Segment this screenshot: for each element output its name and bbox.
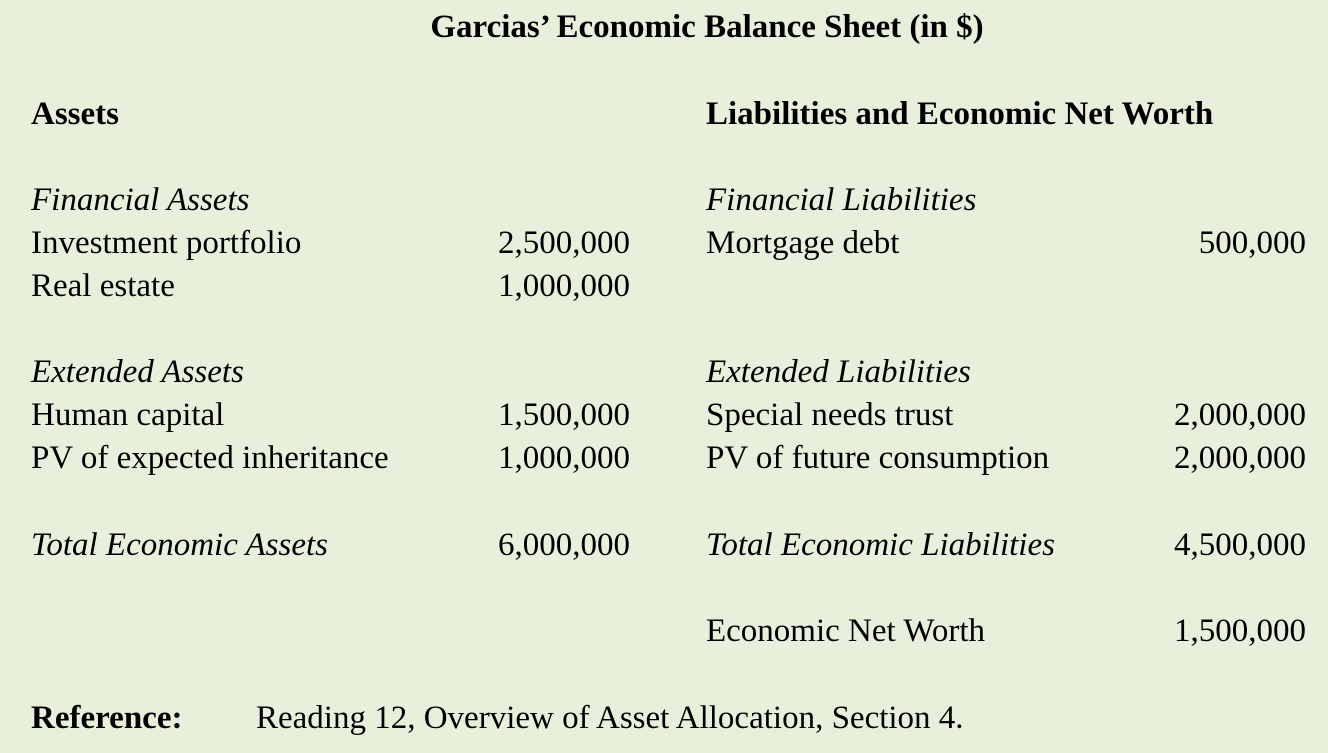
page-title: Garcias’ Economic Balance Sheet (in $) [430, 9, 984, 45]
asset-item-value: 2,500,000 [498, 225, 630, 261]
asset-item-value: 1,000,000 [498, 268, 630, 304]
asset-item-label: Investment portfolio [31, 225, 302, 261]
liability-item-label: PV of future consumption [706, 440, 1050, 476]
total-assets-value: 6,000,000 [498, 527, 630, 563]
assets-heading: Assets [31, 96, 119, 132]
net-worth-value: 1,500,000 [1174, 613, 1306, 649]
liability-item-value: 500,000 [1198, 225, 1306, 261]
asset-item-value: 1,500,000 [498, 397, 630, 433]
financial-liabilities-label: Financial Liabilities [706, 182, 977, 218]
asset-item-label: Real estate [31, 268, 175, 304]
liability-item-label: Special needs trust [706, 397, 954, 433]
financial-assets-label: Financial Assets [31, 182, 250, 218]
reference-label: Reference: [31, 700, 183, 736]
reference-text: Reading 12, Overview of Asset Allocation, Section 4. [256, 700, 964, 736]
total-liabilities-value: 4,500,000 [1174, 527, 1306, 563]
liabilities-heading: Liabilities and Economic Net Worth [706, 96, 1214, 132]
asset-item-label: Human capital [31, 397, 225, 433]
total-assets-label: Total Economic Assets [31, 527, 329, 563]
asset-item-value: 1,000,000 [498, 440, 630, 476]
liability-item-value: 2,000,000 [1174, 397, 1306, 433]
net-worth-label: Economic Net Worth [706, 613, 986, 649]
liability-item-label: Mortgage debt [706, 225, 900, 261]
total-liabilities-label: Total Economic Liabilities [706, 527, 1055, 563]
liability-item-value: 2,000,000 [1174, 440, 1306, 476]
extended-liabilities-label: Extended Liabilities [706, 354, 971, 390]
extended-assets-label: Extended Assets [31, 354, 244, 390]
asset-item-label: PV of expected inheritance [31, 440, 389, 476]
